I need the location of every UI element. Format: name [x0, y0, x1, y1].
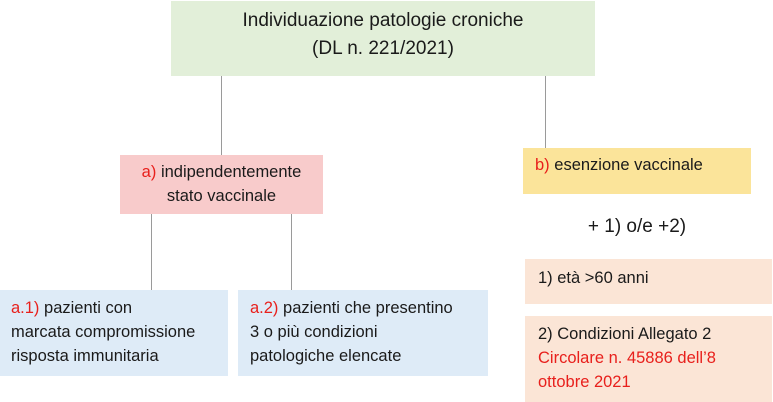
branch-b-line1: esenzione vaccinale: [554, 156, 703, 174]
subbranch-a1-node: [0, 290, 228, 376]
a1-prefix: a.1): [11, 299, 40, 317]
a2-line1: pazienti che presentino: [283, 299, 453, 317]
branch-a-line2: stato vaccinale: [166, 187, 277, 205]
branch-a-node: [120, 155, 323, 214]
connector-root-a: [221, 76, 222, 155]
condition-2-line2: Circolare n. 45886 dell’8: [538, 349, 716, 367]
subbranch-a2-node: [238, 290, 488, 376]
condition-2-line1: 2) Condizioni Allegato 2: [538, 325, 712, 343]
a1-line2: marcata compromissione: [11, 323, 196, 341]
branch-b-prefix: b): [535, 156, 550, 174]
a1-line1: pazienti con: [44, 299, 133, 317]
a2-prefix: a.2): [250, 299, 279, 317]
a2-line2: 3 o più condizioni: [250, 323, 378, 341]
a1-line3: risposta immunitaria: [11, 347, 159, 365]
branch-b-node: [523, 148, 751, 194]
a2-line3: patologiche elencate: [250, 347, 402, 365]
connector-a-a2: [291, 214, 292, 290]
branch-a-prefix: a): [141, 163, 157, 181]
branch-a-line1: indipendentemente: [160, 163, 302, 181]
condition-2-line3: ottobre 2021: [538, 373, 631, 391]
root-subtitle: (DL n. 221/2021): [312, 38, 454, 59]
root-title: Individuazione patologie croniche: [242, 10, 524, 31]
connector-a-a1: [151, 214, 152, 290]
plus-note: + 1) o/e +2): [587, 216, 687, 237]
root-node: [171, 1, 595, 76]
condition-2-node: [525, 316, 772, 402]
connector-root-b: [545, 76, 546, 148]
condition-1-text: 1) età >60 anni: [538, 269, 649, 287]
condition-1-node: [525, 259, 772, 304]
